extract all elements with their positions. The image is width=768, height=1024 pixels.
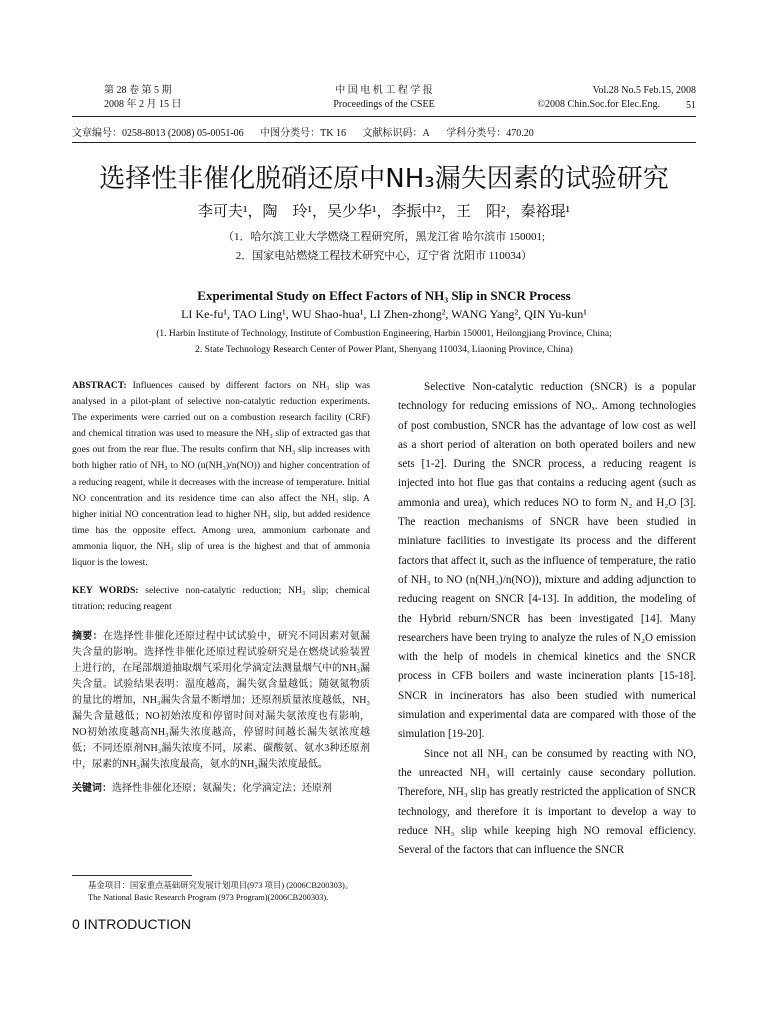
footnote-cn: 基金项目：国家重点基础研究发展计划项目(973 项目) (2006CB200303)。	[88, 881, 354, 890]
journal-name-cn: 中 国 电 机 工 程 学 报	[335, 85, 433, 96]
authors-cn: 李可夫¹，陶 玲¹，吴少华¹，李振中²，王 阳²，秦裕琨¹	[198, 204, 570, 220]
affiliation-en-1: (1. Harbin Institute of Technology, Institute of Combustion Engineering, Harbin 150001, Heilongjiang Province, China;	[156, 329, 612, 339]
volume-issue: 第 28 卷 第 5 期	[104, 85, 172, 96]
copyright: ©2008 Chin.Soc.for Elec.Eng.	[537, 99, 660, 110]
footnote	[72, 880, 370, 904]
journal-header	[72, 84, 696, 120]
keywords-label: KEY WORDS:	[72, 585, 139, 597]
abstract-cn-text: 在选择性非催化还原过程中试试验中，研究不同因素对氨漏失含量的影响。选择性非催化还原过程试验研究是在燃烧试验装置上进行的，在尾部烟道抽取烟气采用化学滴定法测量烟气中的NH₃漏失含量。试验结果表明：温度越高，漏失氨含量越低；随氨氮物质的量比的增加，NH₃漏失含量不断增加；还原剂质量浓度越低，NH₃漏失含量越低；NO初始浓度和停留时间对漏失氨浓度也有影响，NO初始浓度越高NH₃漏失浓度越高，停留时间越长漏失氨浓度越低；不同还原剂NH₃漏失浓度不同，尿素、碳酸氨、氨水3种还原剂中，尿素的NH₃漏失浓度最高，氨水的NH₃漏失浓度最低。	[72, 631, 371, 771]
keywords-cn-text: 选择性非催化还原；氨漏失；化学滴定法；还原剂	[112, 783, 332, 795]
keywords-cn	[72, 781, 370, 797]
abstract-cn	[72, 629, 370, 773]
paper-title-en: Experimental Study on Effect Factors of NH₃ Slip in SNCR Process	[197, 288, 571, 303]
volume-en: Vol.28 No.5 Feb.15, 2008	[592, 85, 696, 96]
abstract-cn-label: 摘要：	[72, 631, 103, 643]
article-meta	[72, 124, 548, 139]
meta-rule	[72, 142, 696, 143]
journal-name-en: Proceedings of the CSEE	[333, 99, 435, 110]
right-column	[398, 378, 696, 860]
paper-title-cn: 选择性非催化脱硝还原中NH₃漏失因素的试验研究	[99, 164, 669, 194]
document-code: 文献标识码：A	[362, 128, 430, 139]
intro-paragraph: Selective Non-catalytic reduction (SNCR) is a popular technology for reducing emissions of NOₓ. Among technologies of post combustion, SNCR has the advantage of low cost as well as a short period of alteration on both operated boilers and new sets [1-2]. During the SNCR process, a reducing reagent is injected into hot flue gas that contains a reducing agent (such as ammonia and urea), which reduces NO to form N₂ and H₂O [3]. The reaction mechanisms of SNCR have been studied in miniature facilities to investigate its process and the different factors that affect it, such as the influence of temperature, the ratio of NH₃ to NO (n(NH₃)/n(NO)), mixture and adding adjunction to reducing reagent on SNCR [4-13]. In addition, the modeling of the Hybrid reburn/SNCR has been investigated [14]. Many researchers have been trying to analyze the rules of N₂O emission with the help of models in chemical kinetics and the SNCR process in CFB boilers and waste incineration plants [15-18]. SNCR in incinerators has also been studied with numerical simulation and experimental data are compared with those of the simulation [19-20].	[398, 381, 696, 741]
keywords	[72, 583, 370, 615]
intro-paragraph: Since not all NH₃ can be consumed by reacting with NO, the unreacted NH₃ will certainly cause secondary pollution. Therefore, NH₃ slip has greatly restricted the application of SNCR technology, and therefore it is important to develop a way to reduce NH₃ slip while keeping high NO removal efficiency. Several of the factors that can influence the SNCR	[398, 747, 696, 857]
footnote-en: The National Basic Research Program (973 Program)(2006CB200303).	[88, 893, 329, 902]
clc-number: 中图分类号：TK 16	[260, 128, 346, 139]
subject-code: 学科分类号：470.20	[446, 128, 534, 139]
abstract-label: ABSTRACT:	[72, 380, 127, 391]
page-number: 51	[686, 100, 696, 111]
footnote-rule	[72, 875, 192, 876]
authors-en: LI Ke-fu¹, TAO Ling¹, WU Shao-hua¹, LI Zhen-zhong², WANG Yang², QIN Yu-kun¹	[181, 307, 587, 321]
affiliation-en-2: 2. State Technology Research Center of Power Plant, Shenyang 110034, Liaoning Province, China)	[195, 345, 573, 355]
header-rule	[72, 116, 696, 117]
abstract	[72, 378, 370, 571]
section-heading: 0 INTRODUCTION	[72, 916, 191, 932]
affiliation-cn-1: （1．哈尔滨工业大学燃烧工程研究所，黑龙江省 哈尔滨市 150001;	[222, 231, 546, 243]
keywords-cn-label: 关键词：	[72, 783, 112, 795]
affiliations-en	[0, 326, 768, 358]
affiliations-cn	[0, 228, 768, 266]
article-number: 文章编号：0258-8013 (2008) 05-0051-06	[72, 128, 244, 139]
header-right	[537, 84, 696, 112]
left-column	[72, 378, 370, 797]
abstract-text: Influences caused by different factors on NH₃ slip was analysed in a pilot-plant of selective non-catalytic reduction experiments. The experiments were carried out on a combustion research facility (CRF) and chemical titration was used to measure the NH₃ slip of extracted gas that goes out from the rear flue. The results confirm that NH₃ slip increases with both higher ratio of NH₃ to NO (n(NH₃)/n(NO)) and higher concentration of a reducing reagent, while it decreases with the increase of temperature. Initial NO concentration and its residence time can also affect the NH₃ slip. A higher initial NO concentration lead to higher NH₃ slip, but added residence time has the opposite effect. Among urea, ammonium carbonate and ammonia liquor, the NH₃ slip of urea is the highest and that of ammonia liquor is the lowest.	[72, 380, 370, 569]
issue-date: 2008 年 2 月 15 日	[104, 99, 182, 110]
keywords-text: selective non-catalytic reduction; NH₃ slip; chemical titration; reducing reagent	[72, 585, 370, 613]
affiliation-cn-2: 2．国家电站燃烧工程技术研究中心，辽宁省 沈阳市 110034）	[235, 250, 533, 262]
